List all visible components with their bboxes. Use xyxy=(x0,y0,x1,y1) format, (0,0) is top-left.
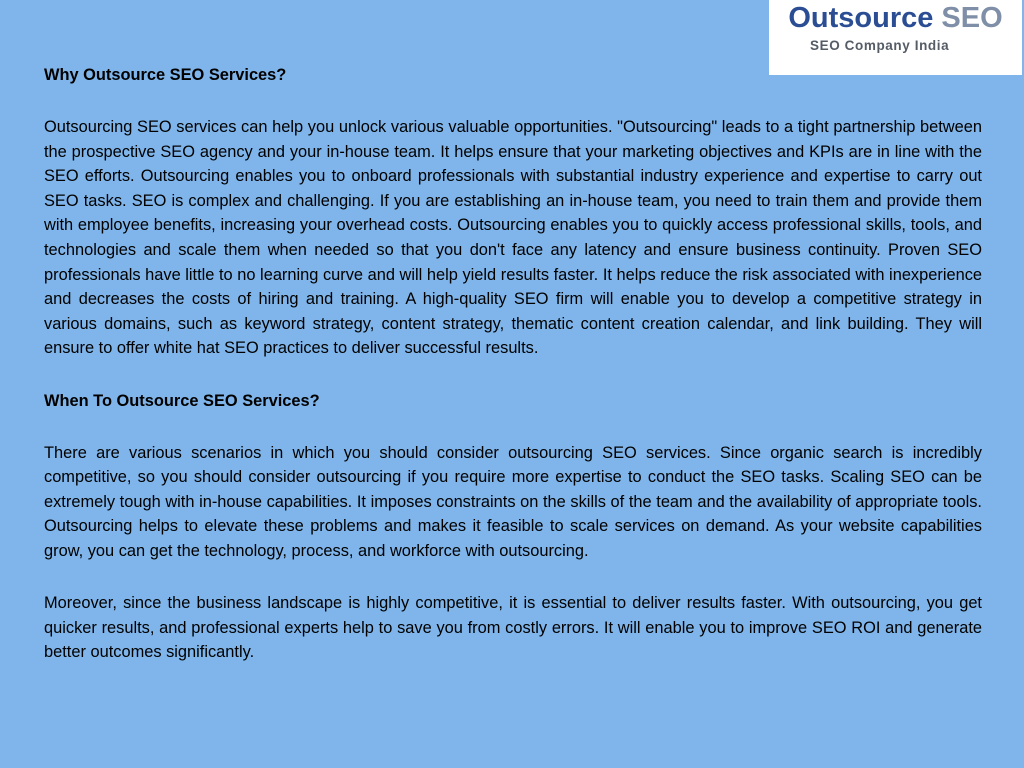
article-content xyxy=(44,63,982,665)
spacer xyxy=(44,413,982,441)
spacer xyxy=(44,88,982,116)
section-paragraph-when-1: There are various scenarios in which you should consider outsourcing SEO services. Since organic search is incredibly competitive, so you should consider outsourcing if you require more expertise to conduct the SEO tasks. Scaling SEO can be extremely tough with in-house capabilities. It imposes constraints on the skills of the team and the availability of appropriate tools. Outsourcing helps to elevate these problems and makes it feasible to scale services on demand. As your website capabilities grow, you can get the technology, process, and workforce with outsourcing. xyxy=(44,443,982,560)
logo-tagline: SEO Company India xyxy=(810,38,950,53)
section-heading-why: Why Outsource SEO Services? xyxy=(44,66,287,84)
section-paragraph-why: Outsourcing SEO services can help you unlock various valuable opportunities. "Outsourcing" leads to a tight partnership between the prospective SEO agency and your in-house team. It helps ensure that your marketing objectives and KPIs are in line with the SEO efforts. Outsourcing enables you to onboard professionals with substantial industry experience and expertise to carry out SEO tasks. SEO is complex and challenging. If you are establishing an in-house team, you need to train them and provide them with employee benefits, increasing your overhead costs. Outsourcing enables you to quickly access professional skills, tools, and technologies and scale them when needed so that you don't face any latency and ensure business continuity. Proven SEO professionals have little to no learning curve and will help yield results faster. It helps reduce the risk associated with inexperience and decreases the costs of hiring and training. A high-quality SEO firm will enable you to develop a competitive strategy in various domains, such as keyword strategy, content strategy, thematic content creation calendar, and link building. They will ensure to offer white hat SEO practices to deliver successful results. xyxy=(44,118,982,358)
logo-brand-part1: Outsource xyxy=(788,2,934,34)
spacer xyxy=(44,564,982,592)
logo-wordmark xyxy=(769,2,1022,34)
section-paragraph-when-2: Moreover, since the business landscape is highly competitive, it is essential to deliver results faster. With outsourcing, you get quicker results, and professional experts help to save you from costly errors. It will enable you to improve SEO ROI and generate better outcomes significantly. xyxy=(44,594,982,662)
section-heading-when: When To Outsource SEO Services? xyxy=(44,391,320,410)
logo-brand-part2: SEO xyxy=(941,2,1003,34)
spacer xyxy=(44,361,982,389)
